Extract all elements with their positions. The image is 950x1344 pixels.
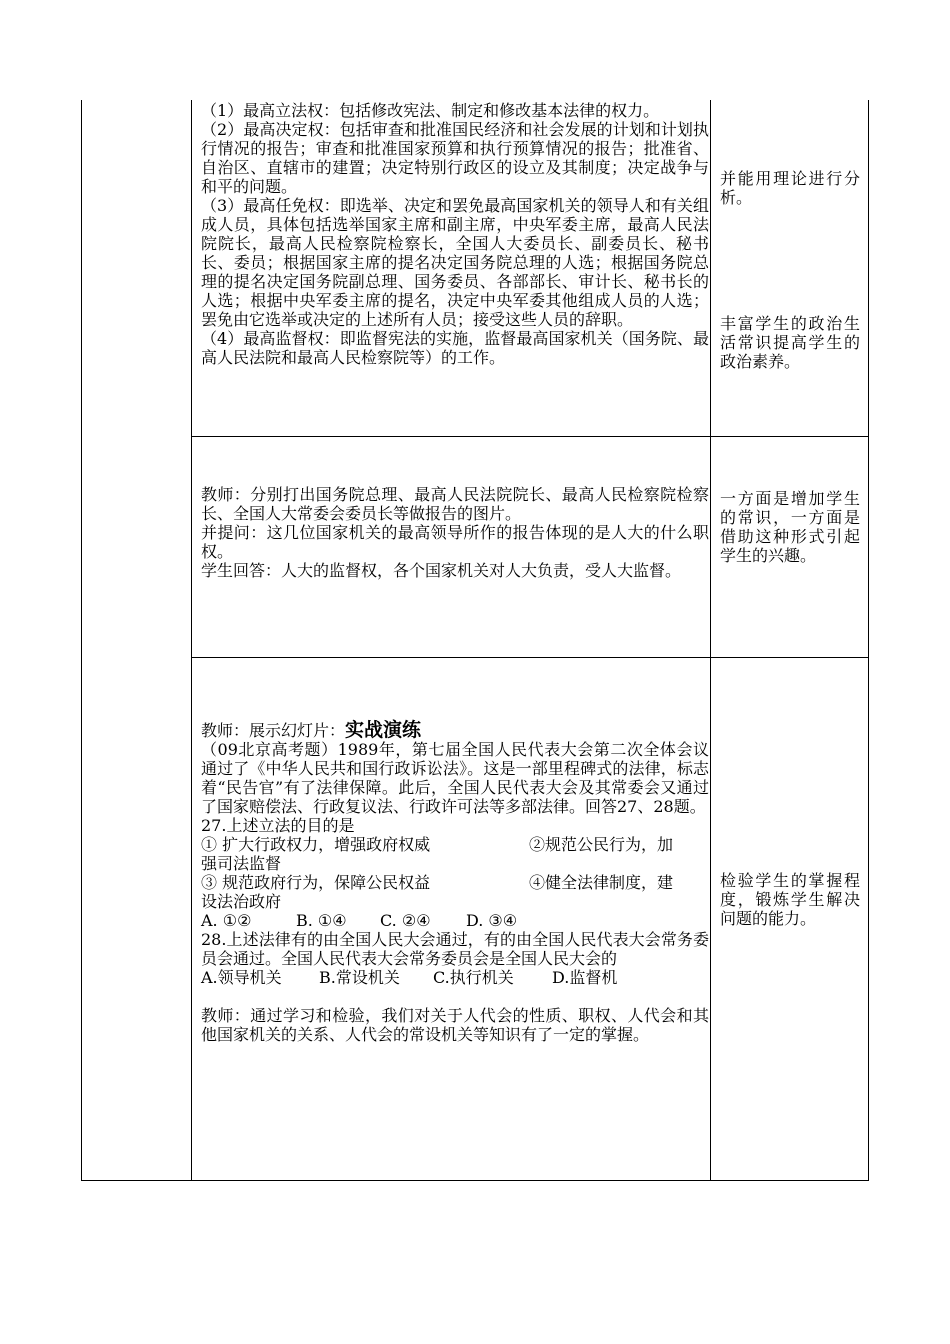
q28-stem: 28.上述法律有的由全国人民大会通过，有的由全国人民代表大会常务委员会通过。全国人民代表大会常务委员会是全国人民大会的	[201, 930, 709, 968]
q28-choices	[201, 968, 709, 987]
power-supervision: （4）最高监督权：即监督宪法的实施，监督最高国家机关（国务院、最高人民法院和最高人民检察院等）的工作。	[201, 329, 709, 367]
table-border-left	[81, 100, 82, 1181]
q27-option-2: ②规范公民行为，加	[529, 835, 674, 854]
teacher-question: 并提问：这几位国家机关的最高领导所作的报告体现的是人大的什么职权。	[201, 523, 709, 561]
q27-choice-b: B. ①④	[296, 911, 347, 930]
row1-note-1: 并能用理论进行分析。	[720, 169, 860, 207]
q27-option-2-cont: 强司法监督	[201, 854, 282, 873]
row1-note-2: 丰富学生的政治生活常识提高学生的政治素养。	[720, 314, 860, 371]
lesson-plan-table	[81, 100, 869, 1181]
q28-choice-d: D.监督机	[552, 968, 618, 987]
q27-option-3: ③ 规范政府行为，保障公民权益	[201, 873, 431, 892]
q28-choice-b: B.常设机关	[319, 968, 400, 987]
student-answer: 学生回答：人大的监督权，各个国家机关对人大负责，受人大监督。	[201, 561, 682, 580]
teacher-summary: 教师：通过学习和检验，我们对关于人代会的性质、职权、人代会和其他国家机关的关系、人代会的常设机关等知识有了一定的掌握。	[201, 1006, 709, 1044]
row-divider-2	[191, 657, 869, 658]
q27-options-row-2	[201, 873, 709, 892]
q28-choice-c: C.执行机关	[433, 968, 514, 987]
exam-passage: （09北京高考题）1989年，第七届全国人民代表大会第二次全体会议通过了《中华人民共和国行政诉讼法》。这是一部里程碑式的法律，标志着“民告官”有了法律保障。此后，全国人民代表大会及其常委会又通过了国家赔偿法、行政复议法、行政许可法等多部法律。回答27、28题。	[201, 740, 709, 816]
power-decision: （2）最高决定权：包括审查和批准国民经济和社会发展的计划和计划执行情况的报告；审查和批准国家预算和执行预算情况的报告；批准省、自治区、直辖市的建置；决定特别行政区的设立及其制度；决定战争与和平的问题。	[201, 120, 709, 196]
q27-option-1: ① 扩大行政权力，增强政府权威	[201, 835, 431, 854]
row1-content	[201, 101, 709, 367]
q27-option-4-cont: 设法治政府	[201, 892, 282, 911]
q27-stem: 27.上述立法的目的是	[201, 816, 355, 835]
q27-choice-a: A. ①②	[201, 911, 252, 930]
table-border-bottom	[81, 1180, 869, 1181]
q28-choice-a: A.领导机关	[201, 968, 282, 987]
row2-note: 一方面是增加学生的常识，一方面是借助这种形式引起学生的兴趣。	[720, 489, 860, 565]
row-divider-1	[191, 436, 869, 437]
q27-options-row-1	[201, 835, 709, 854]
power-legislative: （1）最高立法权：包括修改宪法、制定和修改基本法律的权力。	[201, 101, 660, 120]
row3-content	[201, 721, 709, 1044]
table-border-right	[868, 100, 869, 1181]
column-divider-1	[191, 100, 192, 1181]
row3-note: 检验学生的掌握程度，锻炼学生解决问题的能力。	[720, 871, 860, 928]
column-divider-2	[710, 100, 711, 1181]
slide-intro: 教师：展示幻灯片：实战演练	[201, 719, 422, 741]
q27-option-4: ④健全法律制度，建	[529, 873, 674, 892]
row2-content	[201, 485, 709, 580]
power-appointment: （3）最高任免权：即选举、决定和罢免最高国家机关的领导人和有关组成人员，具体包括选举国家主席和副主席，中央军委主席，最高人民法院院长，最高人民检察院检察长，全国人大委员长、副委员长、秘书长、委员；根据国家主席的提名决定国务院总理的人选；根据国务院总理的提名决定国务院副总理、国务委员、各部部长、审计长、秘书长的人选；根据中央军委主席的提名，决定中央军委其他组成人员的人选；罢免由它选举或决定的上述所有人员；接受这些人员的辞职。	[201, 196, 709, 329]
slide-title: 实战演练	[345, 719, 422, 741]
q27-choice-c: C. ②④	[380, 911, 431, 930]
q27-choice-d: D. ③④	[466, 911, 518, 930]
q27-choices	[201, 911, 709, 930]
teacher-activity: 教师：分别打出国务院总理、最高人民法院院长、最高人民检察院检察长、全国人大常委会委员长等做报告的图片。	[201, 485, 709, 523]
